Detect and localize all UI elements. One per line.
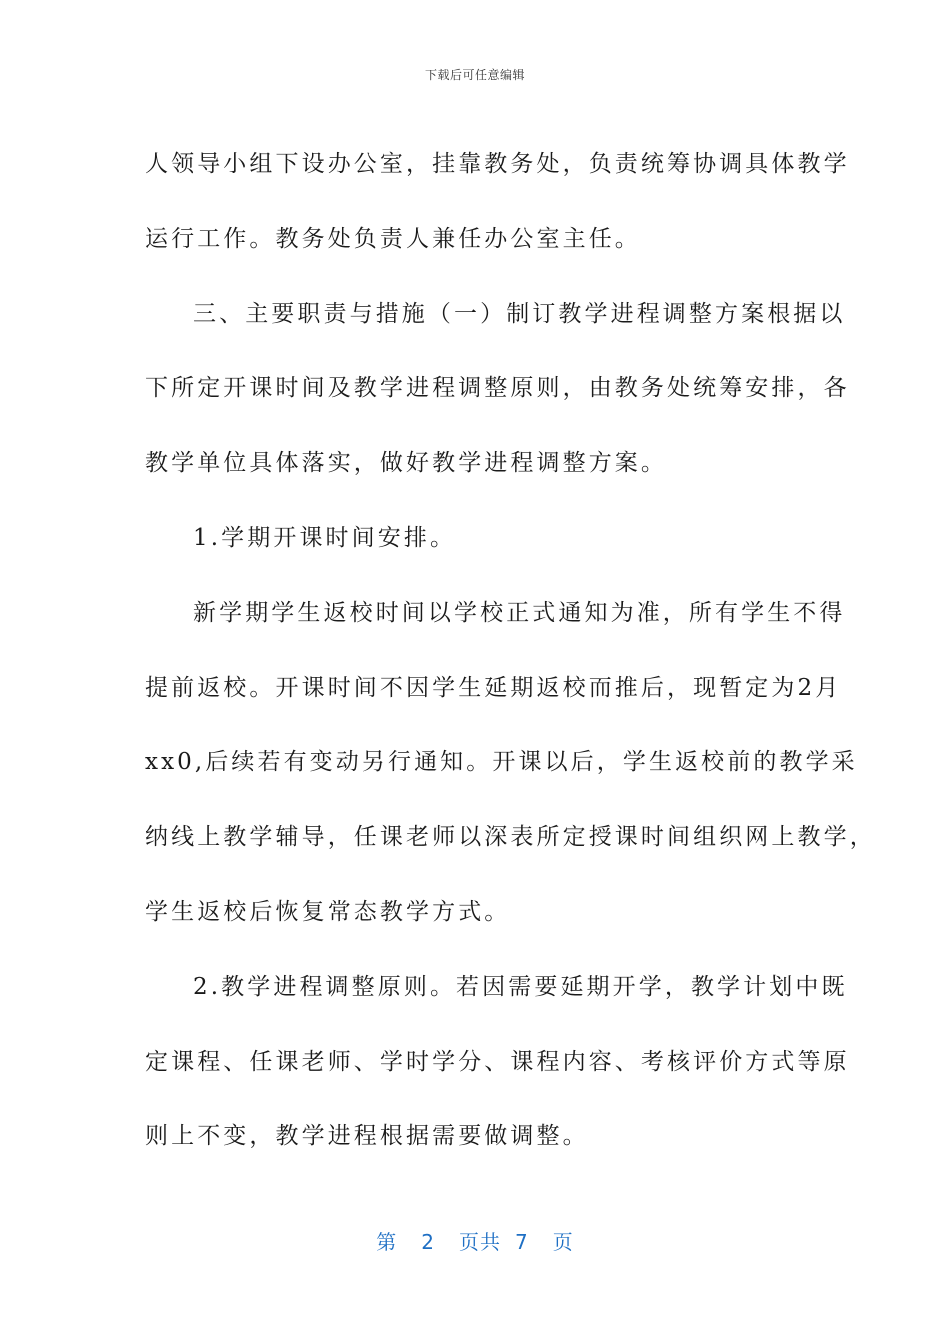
footer-page-number: 2 bbox=[421, 1230, 435, 1254]
footer-ye: 页 bbox=[552, 1230, 574, 1254]
text-line: 纳线上教学辅导，任课老师以深表所定授课时间组织网上教学， bbox=[145, 824, 876, 851]
text-line: xx0,后续若有变动另行通知。开课以后，学生返校前的教学采 bbox=[145, 749, 858, 776]
page-footer bbox=[0, 1226, 950, 1255]
text-line: 运行工作。教务处负责人兼任办公室主任。 bbox=[145, 225, 641, 252]
text-line: 人领导小组下设办公室，挂靠教务处，负责统筹协调具体教学 bbox=[145, 151, 850, 177]
footer-total-pages: 7 bbox=[515, 1230, 529, 1254]
text-line: 教学单位具体落实，做好教学进程调整方案。 bbox=[145, 450, 667, 477]
text-line: 新学期学生返校时间以学校正式通知为准，所有学生不得 bbox=[193, 599, 846, 626]
text-line: 下所定开课时间及教学进程调整原则，由教务处统筹安排，各 bbox=[145, 375, 850, 402]
header-note: 下载后可任意编辑 bbox=[424, 68, 525, 82]
text-line: 三、主要职责与措施（一）制订教学进程调整方案根据以 bbox=[193, 300, 846, 327]
footer-ye-gong: 页共 bbox=[459, 1230, 501, 1254]
body-text bbox=[145, 127, 876, 1174]
text-line: 则上不变，教学进程根据需要做调整。 bbox=[145, 1123, 589, 1150]
text-line: 定课程、任课老师、学时学分、课程内容、考核评价方式等原 bbox=[145, 1048, 850, 1075]
footer-di: 第 bbox=[376, 1230, 398, 1254]
text-line: 提前返校。开课时间不因学生延期返校而推后，现暂定为2月 bbox=[145, 674, 842, 701]
text-line: 学生返校后恢复常态教学方式。 bbox=[145, 898, 511, 925]
text-line: 2.教学进程调整原则。若因需要延期开学，教学计划中既 bbox=[193, 973, 848, 1000]
text-line: 1.学期开课时间安排。 bbox=[193, 524, 457, 551]
